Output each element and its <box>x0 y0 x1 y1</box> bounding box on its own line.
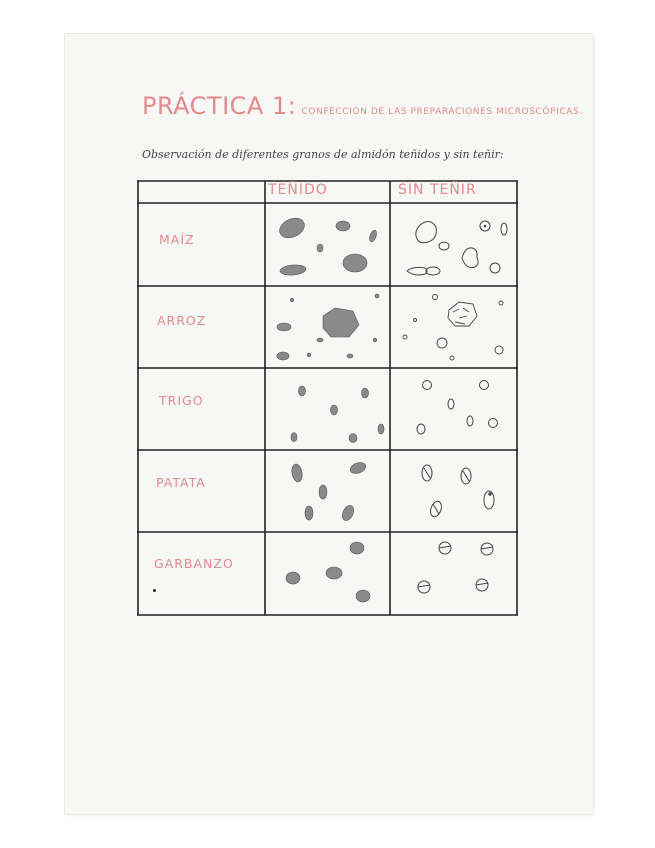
subtitle: Observación de diferentes granos de almidón teñidos y sin teñir: <box>142 148 504 161</box>
row-label-trigo: TRIGO <box>159 393 204 408</box>
title-rest: CONFECCIÓN DE LAS PREPARACIONES MICROSCÓPICAS. <box>301 107 583 117</box>
title-main: PRÁCTICA 1: <box>142 92 297 120</box>
row-label-garbanzo: GARBANZO <box>154 556 234 571</box>
column-header-sin-tenir: SIN TEÑIR <box>398 182 477 198</box>
garbanzo-stained-grains <box>286 542 370 602</box>
row-label-arroz: ARROZ <box>157 313 207 328</box>
page-title <box>142 92 583 120</box>
patata-unstained-grains <box>422 465 494 518</box>
maiz-stained-grains <box>276 214 377 276</box>
garbanzo-unstained-grains <box>418 542 493 593</box>
row-label-maiz: MAÍZ <box>159 232 195 247</box>
trigo-unstained-grains <box>417 381 498 435</box>
trigo-stained-grains <box>291 386 384 443</box>
patata-stained-grains <box>291 461 368 523</box>
arroz-stained-grains <box>277 294 379 360</box>
maiz-unstained-grains <box>407 221 507 275</box>
row-label-patata: PATATA <box>156 475 206 490</box>
column-header-tenido: TEÑIDO <box>268 182 328 198</box>
pen-dot <box>153 589 156 592</box>
arroz-unstained-grains <box>403 295 503 361</box>
